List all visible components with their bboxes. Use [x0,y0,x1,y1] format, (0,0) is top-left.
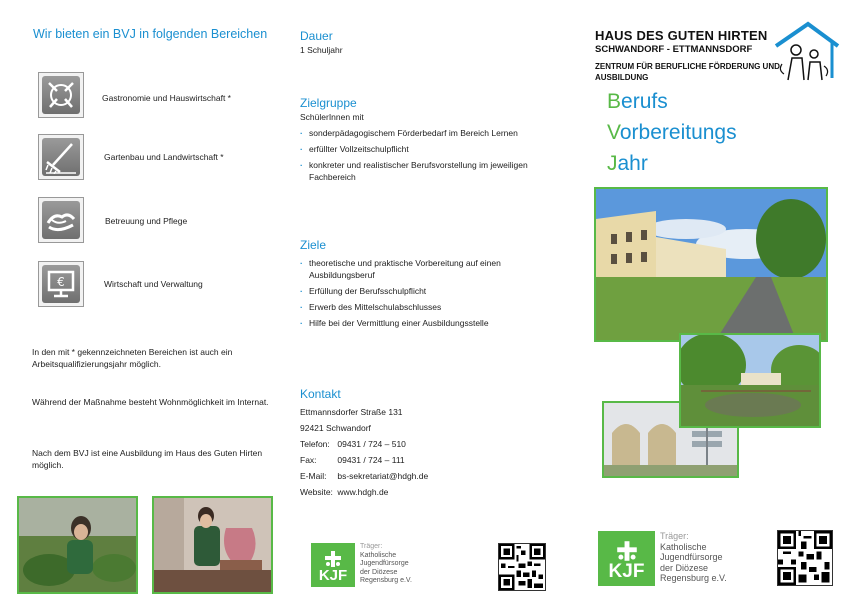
zielgruppe-intro: SchülerInnen mit [300,112,364,122]
house-shepherd-logo [774,20,840,82]
svg-text:€: € [57,275,65,289]
dauer-text: 1 Schuljahr [300,45,343,55]
kjf-line: der Diözese [660,562,709,573]
qr-code[interactable] [498,543,546,591]
kontakt-heading: Kontakt [300,387,341,401]
list-item: · sonderpädagogischem Förderbedarf im Bereich Lernen [300,127,540,139]
ziele-list [300,257,515,333]
kjf-logo-large [598,531,727,586]
pond-photo [679,333,821,428]
bereich-label: Wirtschaft und Verwaltung [104,279,203,289]
bereich-betreuung [38,197,288,247]
title-initial: B [607,90,622,113]
building-photo [594,187,828,342]
bereich-gastronomie [38,72,288,122]
title-rest: ahr [617,152,648,175]
kjf-line: Regensburg e.V. [660,573,727,583]
title-berufs [607,90,668,114]
bereich-wirtschaft [38,261,288,311]
kontakt-email [300,470,428,482]
kontakt-website [300,486,388,498]
list-item: · konkreter und realistischer Berufsvorstellung im jeweiligen Fachbereich [300,159,540,183]
kjf-box-text: KJF [608,561,645,582]
email-label: E-Mail: [300,471,327,481]
kjf-text [355,543,412,586]
title-initial: V [607,121,620,144]
telefon-value[interactable]: 09431 / 724 – 510 [337,439,406,449]
caring-hands-icon [38,197,84,243]
note-ausbildung: Nach dem BVJ ist eine Ausbildung im Haus des Guten Hirten möglich. [32,448,263,470]
website-label: Website: [300,487,333,497]
kjf-text [655,531,727,584]
fax-value: 09431 / 724 – 111 [337,455,405,465]
kjf-line: der Diözese [360,568,398,576]
kjf-mark [598,531,655,586]
title-rest: orbereitungs [619,121,737,144]
cross-icon [616,541,638,561]
kjf-line: Katholische [360,551,397,559]
website-link[interactable]: www.hdgh.de [337,487,389,497]
qr-code[interactable] [777,530,833,586]
kontakt-telefon [300,438,406,450]
kjf-line: Jugendfürsorge [360,560,409,567]
kjf-mark [311,543,355,587]
bereich-gartenbau [38,134,288,184]
kjf-logo-small [311,543,412,587]
note-arbeitsqualifizierung: In den mit * gekennzeichneten Bereichen ist auch ein Arbeitsqualifizierungsjahr möglich. [32,347,233,369]
kjf-line: Regensburg e.V. [360,577,412,584]
kjf-traeger: Träger: [360,543,383,550]
kontakt-city: 92421 Schwandorf [300,423,371,433]
title-vorbereitungs [607,121,737,145]
title-jahr [607,152,648,176]
rake-icon [38,134,84,180]
fork-knife-plate-icon [38,72,84,118]
cross-icon [324,551,342,567]
list-item: · Erfüllung der Berufsschulpflicht [300,285,515,297]
list-item: · Erwerb des Mittelschulabschlusses [300,301,515,313]
kjf-traeger: Träger: [660,531,689,541]
org-location: SCHWANDORF - ETTMANNSDORF [595,44,753,55]
kjf-line: Jugendfürsorge [660,552,723,562]
bereich-label: Gartenbau und Landwirtschaft * [104,152,224,162]
email-link[interactable]: bs-sekretariat@hdgh.de [337,471,429,481]
zielgruppe-heading: Zielgruppe [300,96,357,110]
list-item: · Hilfe bei der Vermittlung einer Ausbildungsstelle [300,317,515,329]
dauer-heading: Dauer [300,29,333,43]
note-internat: Während der Maßnahme besteht Wohnmöglichkeit im Internat. [32,397,269,407]
kjf-line: Katholische [660,541,707,552]
list-item: · theoretische und praktische Vorbereitung auf einen Ausbildungsberuf [300,257,515,281]
euro-monitor-icon [38,261,84,307]
ziele-heading: Ziele [300,238,327,252]
kontakt-fax [300,454,405,466]
title-rest: erufs [621,90,668,113]
fax-label: Fax: [300,455,317,465]
gardening-photo [17,496,138,594]
title-initial: J [607,152,618,175]
kontakt-street: Ettmannsdorfer Straße 131 [300,407,403,417]
bereiche-heading: Wir bieten ein BVJ in folgenden Bereichen [33,27,268,41]
bereich-label: Gastronomie und Hauswirtschaft * [102,93,231,103]
org-name: HAUS DES GUTEN HIRTEN [595,28,768,43]
pottery-photo [152,496,273,594]
telefon-label: Telefon: [300,439,330,449]
zielgruppe-list [300,127,540,187]
org-zentrum: ZENTRUM FÜR BERUFLICHE FÖRDERUNG UND AUSBILDUNG [595,62,780,82]
bereich-label: Betreuung und Pflege [105,216,188,226]
kjf-box-text: KJF [318,567,348,584]
list-item: · erfüllter Vollzeitschulpflicht [300,143,540,155]
